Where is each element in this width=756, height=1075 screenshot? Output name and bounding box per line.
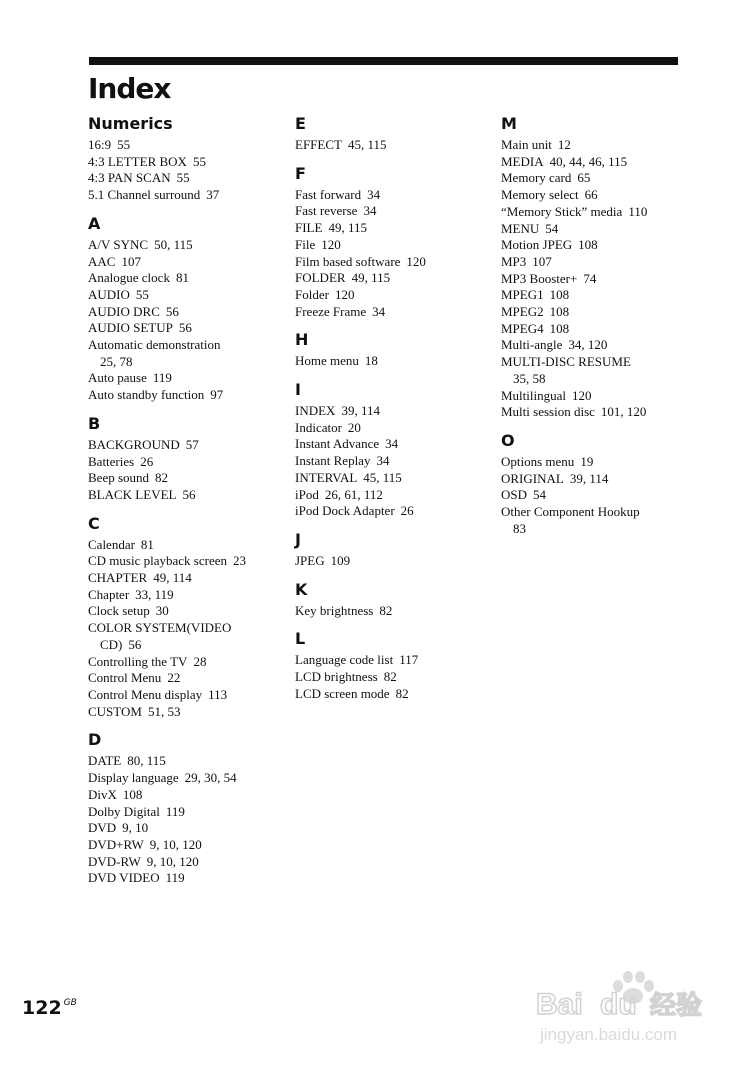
index-entry <box>88 304 288 321</box>
entry-pages: 110 <box>628 203 648 219</box>
section-heading: K <box>295 579 308 599</box>
index-entry <box>295 187 495 204</box>
index-entry <box>88 804 288 821</box>
index-entry <box>295 237 495 254</box>
entry-pages: 108 <box>549 304 570 320</box>
index-entry <box>88 570 288 587</box>
entry-pages: 29, 30, 54 <box>184 770 237 786</box>
entry-pages: 82 <box>155 470 169 486</box>
entry-pages: 19 <box>580 453 594 469</box>
section-heading: F <box>295 163 306 183</box>
entry-pages: 51, 53 <box>147 703 181 719</box>
entry-pages: 81 <box>140 536 154 552</box>
index-entry <box>295 487 495 504</box>
index-entry <box>501 287 701 304</box>
entry-term: Control Menu display <box>88 686 203 702</box>
index-section-c <box>88 514 288 721</box>
entry-term: Display language <box>88 770 179 786</box>
entry-term: Fast reverse <box>295 203 358 219</box>
index-entry <box>295 603 495 620</box>
index-column-1 <box>88 114 288 897</box>
entry-term: iPod <box>295 486 319 502</box>
entry-pages: 56 <box>178 320 192 336</box>
index-entry <box>88 837 288 854</box>
entry-term: Auto standby function <box>88 387 205 403</box>
entry-pages: 22 <box>167 670 181 686</box>
entry-pages: 23 <box>232 553 246 569</box>
entry-pages: 20 <box>347 419 361 435</box>
entry-term: INDEX <box>295 403 336 419</box>
entry-term: Freeze Frame <box>295 303 367 319</box>
entry-term: DVD <box>88 820 117 836</box>
entry-term: AAC <box>88 253 116 269</box>
entry-pages: 55 <box>117 137 131 152</box>
entry-pages: 107 <box>121 253 141 269</box>
entry-pages: 34, 120 <box>568 337 608 353</box>
index-entry <box>88 437 288 454</box>
index-entry <box>88 387 288 404</box>
index-entry <box>88 753 288 770</box>
entry-term: ORIGINAL <box>501 470 564 486</box>
entry-pages: 119 <box>152 370 172 386</box>
entry-pages: 82 <box>395 685 409 701</box>
entry-term: A/V SYNC <box>88 236 149 252</box>
index-entry <box>295 203 495 220</box>
section-heading: O <box>501 430 515 450</box>
section-heading: H <box>295 330 309 350</box>
entry-term: Calendar <box>88 536 135 552</box>
entry-term: Chapter <box>88 586 130 602</box>
section-heading: E <box>295 114 306 133</box>
entry-term: AUDIO DRC <box>88 303 160 319</box>
entry-pages: 9, 10, 120 <box>146 853 199 869</box>
index-entry <box>88 870 288 887</box>
entry-pages: 57 <box>185 436 199 452</box>
index-entry <box>88 237 288 254</box>
index-entry <box>295 470 495 487</box>
entry-term: OSD <box>501 487 528 503</box>
entry-term: CUSTOM <box>88 703 142 719</box>
index-entry <box>501 337 701 354</box>
index-column-2 <box>295 114 495 712</box>
entry-term: FILE <box>295 220 323 236</box>
entry-term: 5.1 Channel surround <box>88 187 201 203</box>
index-entry <box>295 254 495 271</box>
entry-term: BLACK LEVEL <box>88 486 177 502</box>
entry-pages: 108 <box>122 786 143 802</box>
index-entry <box>295 353 495 370</box>
index-entry <box>88 487 288 504</box>
section-heading: C <box>88 513 100 533</box>
index-entry <box>501 321 701 338</box>
entry-term: DivX <box>88 786 117 802</box>
index-section-e <box>295 114 495 154</box>
entry-pages: 45, 115 <box>347 137 387 152</box>
index-entry <box>501 354 701 387</box>
entry-pages: 30 <box>155 603 169 619</box>
index-entry <box>88 620 288 653</box>
index-entry <box>295 403 495 420</box>
entry-term: EFFECT <box>295 137 342 152</box>
index-entry <box>88 587 288 604</box>
entry-term: Film based software <box>295 253 401 269</box>
entry-pages: 120 <box>406 253 426 269</box>
entry-term: MPEG2 <box>501 304 544 320</box>
index-entry <box>88 337 288 370</box>
index-entry <box>501 137 701 154</box>
entry-pages: 108 <box>549 287 570 303</box>
entry-pages: 34 <box>367 186 381 202</box>
entry-pages: 107 <box>532 253 552 269</box>
entry-term: MP3 <box>501 253 527 269</box>
entry-term: Dolby Digital <box>88 803 160 819</box>
index-section-o <box>501 431 701 538</box>
entry-term: DATE <box>88 753 122 769</box>
entry-pages: 97 <box>210 387 224 403</box>
entry-pages: 82 <box>383 669 397 685</box>
section-heading: M <box>501 114 517 133</box>
entry-pages: 101, 120 <box>600 404 647 420</box>
watermark-brand-left: Bai <box>536 988 583 1021</box>
index-section-k <box>295 580 495 620</box>
entry-term: MEDIA <box>501 153 544 169</box>
entry-term: BACKGROUND <box>88 436 180 452</box>
entry-term: Indicator <box>295 419 342 435</box>
entry-pages: 26, 61, 112 <box>324 486 383 502</box>
entry-pages: 54 <box>545 220 559 236</box>
index-entry <box>295 287 495 304</box>
entry-pages: 9, 10, 120 <box>149 836 202 852</box>
entry-term: 16:9 <box>88 137 112 152</box>
entry-term: Motion JPEG <box>501 237 573 253</box>
entry-term: Auto pause <box>88 370 147 386</box>
entry-term: MPEG4 <box>501 320 544 336</box>
entry-term: MULTI-DISC RESUME 35, 58 <box>501 354 631 386</box>
entry-term: Analogue clock <box>88 270 170 286</box>
page-number-value: 122 <box>22 997 62 1019</box>
index-entry <box>501 388 701 405</box>
index-entry <box>501 154 701 171</box>
entry-pages: 82 <box>379 602 393 618</box>
entry-pages: 49, 115 <box>328 220 367 236</box>
entry-term: CHAPTER <box>88 570 148 586</box>
index-entry <box>501 471 701 488</box>
baidu-jingyan-watermark <box>532 960 712 1050</box>
entry-term: Multilingual <box>501 387 566 403</box>
index-entry <box>88 670 288 687</box>
entry-term: MP3 Booster+ <box>501 270 578 286</box>
entry-pages: 37 <box>206 187 220 203</box>
index-entry <box>501 254 701 271</box>
index-entry <box>295 503 495 520</box>
page-number <box>22 991 77 1020</box>
index-entry <box>501 187 701 204</box>
index-entry <box>88 854 288 871</box>
entry-term: LCD brightness <box>295 669 378 685</box>
entry-term: Batteries <box>88 453 135 469</box>
entry-pages: 56 <box>165 303 179 319</box>
entry-pages: 108 <box>549 320 570 336</box>
entry-term: COLOR SYSTEM(VIDEO CD) <box>88 620 232 652</box>
entry-term: LCD screen mode <box>295 685 390 701</box>
entry-pages: 74 <box>583 270 597 286</box>
index-entry <box>88 687 288 704</box>
index-entry <box>295 304 495 321</box>
index-section-h <box>295 330 495 370</box>
entry-pages: 119 <box>165 870 185 886</box>
watermark-brand-right: du <box>600 988 637 1021</box>
entry-term: Folder <box>295 286 329 302</box>
entry-term: Instant Replay <box>295 453 371 469</box>
index-entry <box>501 454 701 471</box>
entry-term: Language code list <box>295 652 394 668</box>
entry-term: FOLDER <box>295 270 346 286</box>
page-number-suffix: GB <box>63 998 77 1008</box>
entry-pages: 49, 115 <box>351 270 391 286</box>
entry-pages: 18 <box>364 353 378 369</box>
index-entry <box>88 287 288 304</box>
index-section-l <box>295 629 495 702</box>
index-entry <box>88 820 288 837</box>
entry-term: File <box>295 236 316 252</box>
entry-pages: 108 <box>578 237 598 253</box>
index-entry <box>88 137 288 154</box>
index-section-j <box>295 530 495 570</box>
index-entry <box>88 770 288 787</box>
entry-term: Memory select <box>501 187 579 203</box>
index-entry <box>88 537 288 554</box>
entry-term: Fast forward <box>295 186 362 202</box>
index-entry <box>501 204 701 221</box>
index-entry <box>295 669 495 686</box>
entry-pages: 55 <box>135 286 149 302</box>
entry-term: 4:3 LETTER BOX <box>88 153 187 169</box>
entry-pages: 120 <box>321 236 341 252</box>
index-entry <box>88 603 288 620</box>
entry-pages: 119 <box>165 803 185 819</box>
index-entry <box>295 270 495 287</box>
index-section-d <box>88 730 288 887</box>
entry-term: Beep sound <box>88 470 150 486</box>
index-entry <box>88 370 288 387</box>
entry-term: 4:3 PAN SCAN <box>88 170 171 186</box>
entry-pages: 39, 114 <box>341 403 380 419</box>
entry-term: DVD VIDEO <box>88 870 160 886</box>
index-entry <box>501 237 701 254</box>
entry-pages: 113 <box>208 686 228 702</box>
entry-pages: 34 <box>363 203 377 219</box>
entry-pages: 26 <box>400 503 414 519</box>
entry-pages: 81 <box>175 270 189 286</box>
entry-pages: 34 <box>376 453 390 469</box>
entry-term: Options menu <box>501 453 575 469</box>
entry-term: Automatic demonstration 25, 78 <box>88 337 221 369</box>
index-section-numerics <box>88 114 288 204</box>
index-entry <box>88 787 288 804</box>
index-entry <box>88 187 288 204</box>
entry-term: JPEG <box>295 552 325 568</box>
index-entry <box>295 137 495 154</box>
entry-pages: 117 <box>399 652 419 668</box>
index-entry <box>295 553 495 570</box>
section-heading: A <box>88 213 101 233</box>
index-section-b <box>88 414 288 504</box>
index-entry <box>501 271 701 288</box>
section-heading: L <box>295 629 306 649</box>
entry-pages: 55 <box>192 153 206 169</box>
index-entry <box>501 304 701 321</box>
watermark-url: jingyan.baidu.com <box>540 1025 678 1044</box>
entry-pages: 80, 115 <box>127 753 166 769</box>
entry-pages: 56 <box>182 486 196 502</box>
entry-pages: 120 <box>334 286 355 302</box>
entry-term: INTERVAL <box>295 469 358 485</box>
entry-term: Control Menu <box>88 670 162 686</box>
entry-term: MENU <box>501 220 540 236</box>
index-entry <box>501 170 701 187</box>
entry-term: Other Component Hookup 83 <box>501 504 640 536</box>
entry-pages: 39, 114 <box>569 470 609 486</box>
entry-term: Instant Advance <box>295 436 380 452</box>
index-entry <box>88 154 288 171</box>
entry-pages: 55 <box>176 170 190 186</box>
entry-term: Multi-angle <box>501 337 563 353</box>
entry-pages: 56 <box>128 636 142 652</box>
section-heading: D <box>88 730 102 750</box>
entry-term: CD music playback screen <box>88 553 227 569</box>
index-section-f <box>295 164 495 321</box>
entry-pages: 66 <box>584 187 598 203</box>
entry-term: Home menu <box>295 353 359 369</box>
entry-pages: 9, 10 <box>122 820 149 836</box>
entry-pages: 40, 44, 46, 115 <box>549 153 628 169</box>
entry-term: DVD+RW <box>88 836 144 852</box>
entry-pages: 26 <box>140 453 154 469</box>
index-entry <box>501 404 701 421</box>
index-entry <box>88 470 288 487</box>
section-heading: I <box>295 380 301 400</box>
section-heading: B <box>88 413 101 433</box>
index-column-3 <box>501 114 701 547</box>
index-entry <box>501 504 701 537</box>
index-entry <box>295 652 495 669</box>
entry-term: iPod Dock Adapter <box>295 503 395 519</box>
section-heading: J <box>295 529 301 549</box>
index-section-m <box>501 114 701 421</box>
entry-pages: 28 <box>193 653 207 669</box>
entry-pages: 65 <box>577 170 591 186</box>
index-entry <box>88 654 288 671</box>
index-entry <box>295 436 495 453</box>
entry-pages: 109 <box>330 552 351 568</box>
entry-term: Clock setup <box>88 603 150 619</box>
entry-pages: 120 <box>572 387 592 403</box>
entry-pages: 34 <box>372 303 386 319</box>
entry-term: AUDIO SETUP <box>88 320 173 336</box>
entry-pages: 45, 115 <box>363 469 402 485</box>
watermark-cn: 经验 <box>650 990 703 1020</box>
section-heading: Numerics <box>88 114 173 133</box>
entry-term: “Memory Stick” media <box>501 203 623 219</box>
index-entry <box>295 220 495 237</box>
index-entry <box>295 453 495 470</box>
entry-pages: 50, 115 <box>154 236 193 252</box>
entry-term: Controlling the TV <box>88 653 188 669</box>
index-entry <box>88 270 288 287</box>
index-entry <box>295 686 495 703</box>
index-section-i <box>295 380 495 520</box>
entry-term: MPEG1 <box>501 287 544 303</box>
top-rule <box>89 57 678 65</box>
index-entry <box>88 170 288 187</box>
index-entry <box>88 454 288 471</box>
entry-term: Multi session disc <box>501 404 595 420</box>
entry-pages: 12 <box>557 137 571 152</box>
entry-pages: 33, 119 <box>135 586 174 602</box>
page-title: Index <box>88 72 171 105</box>
index-entry <box>88 254 288 271</box>
entry-term: Main unit <box>501 137 552 152</box>
index-entry <box>501 487 701 504</box>
index-entry <box>88 320 288 337</box>
entry-term: DVD-RW <box>88 853 141 869</box>
index-entry <box>88 704 288 721</box>
entry-pages: 49, 114 <box>153 570 192 586</box>
entry-term: AUDIO <box>88 286 130 302</box>
entry-term: Key brightness <box>295 602 374 618</box>
entry-pages: 34 <box>385 436 399 452</box>
entry-pages: 54 <box>533 487 547 503</box>
index-section-a <box>88 214 288 404</box>
index-entry <box>88 553 288 570</box>
index-entry <box>295 420 495 437</box>
index-entry <box>501 221 701 238</box>
entry-term: Memory card <box>501 170 572 186</box>
